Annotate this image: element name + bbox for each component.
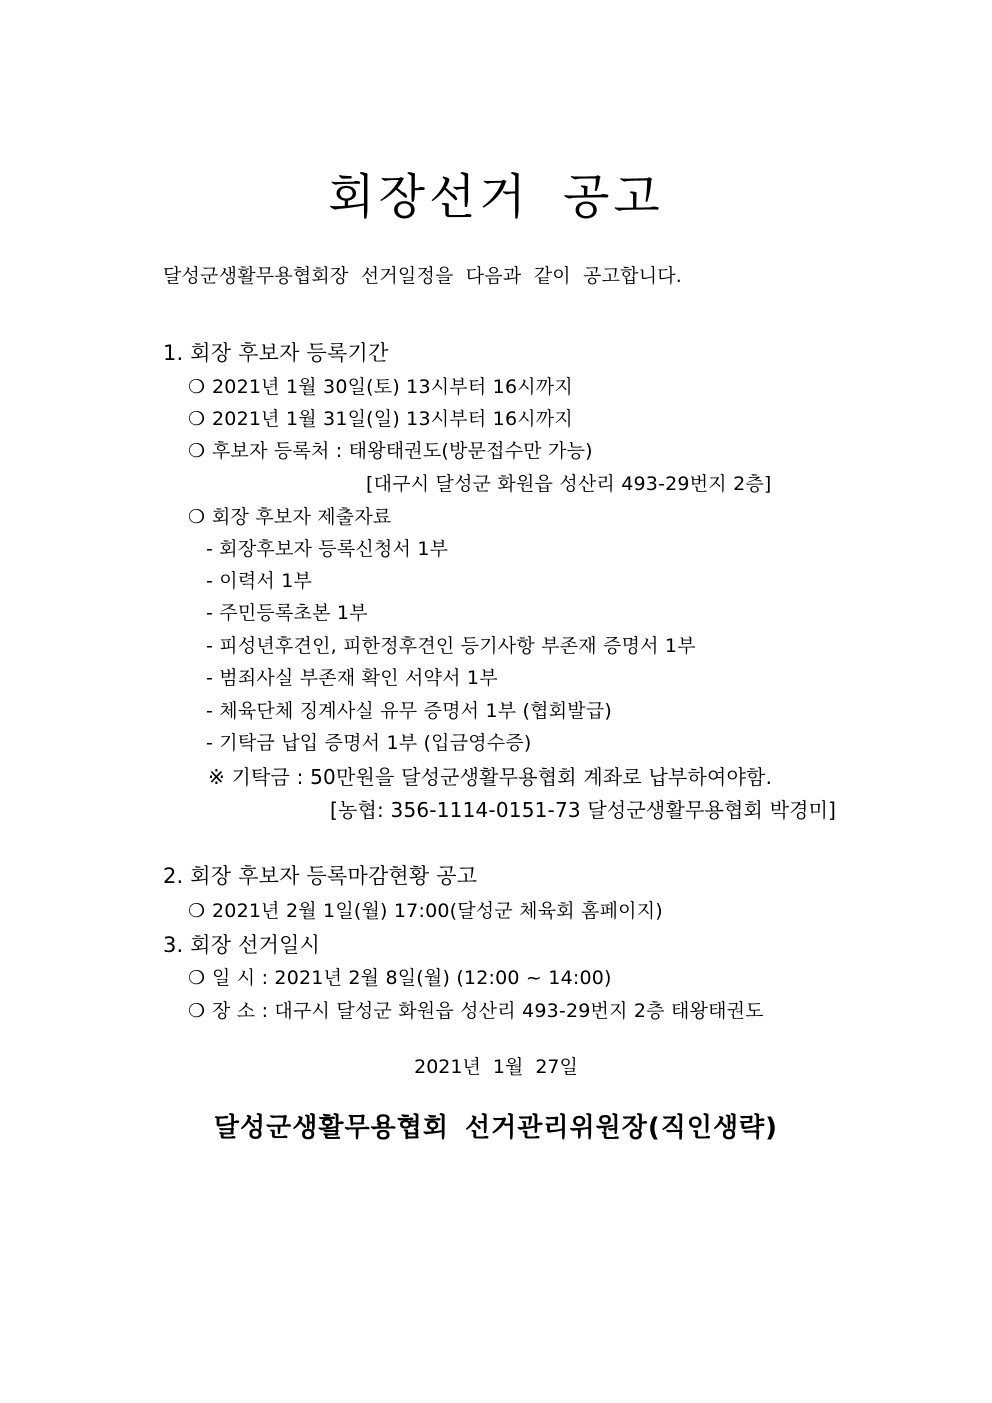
circle-bullet-icon: ❍ <box>188 376 206 398</box>
item-text: 장 소 : 대구시 달성군 화원읍 성산리 493-29번지 2층 태왕태권도 <box>212 1000 764 1022</box>
section-3-heading: 3. 회장 선거일시 <box>163 933 321 957</box>
document-item: - 회장후보자 등록신청서 1부 <box>206 538 449 560</box>
section-1-heading: 1. 회장 후보자 등록기간 <box>163 341 389 365</box>
circle-bullet-icon: ❍ <box>188 900 206 922</box>
document-item: - 체육단체 징계사실 유무 증명서 1부 (협회발급) <box>206 700 612 722</box>
document-item: - 이력서 1부 <box>206 570 313 592</box>
announcement-date: 2021년 1월 27일 <box>414 1056 578 1078</box>
section-3-item-2 <box>188 996 764 1023</box>
page-title: 회장선거 공고 <box>328 169 664 225</box>
document-item: - 피성년후견인, 피한정후견인 등기사항 부존재 증명서 1부 <box>206 635 696 657</box>
section-3-item-1 <box>188 963 612 990</box>
intro-text: 달성군생활무용협회장 선거일정을 다음과 같이 공고합니다. <box>163 265 683 287</box>
bank-account: [농협: 356-1114-0151-73 달성군생활무용협회 박경미] <box>330 798 837 822</box>
section-1-item-5 <box>188 502 391 529</box>
circle-bullet-icon: ❍ <box>188 506 206 528</box>
document-item: - 주민등록초본 1부 <box>206 602 368 624</box>
document-item: - 범죄사실 부존재 확인 서약서 1부 <box>206 667 498 689</box>
item-text: 일 시 : 2021년 2월 8일(월) (12:00 ~ 14:00) <box>212 967 612 989</box>
item-text: 2021년 2월 1일(월) 17:00(달성군 체육회 홈페이지) <box>212 900 663 922</box>
document-item: - 기탁금 납입 증명서 1부 (입금영수증) <box>206 732 532 754</box>
item-text: 2021년 1월 31일(일) 13시부터 16시까지 <box>212 408 573 430</box>
section-1-item-2 <box>188 404 573 431</box>
section-2-heading: 2. 회장 후보자 등록마감현황 공고 <box>163 864 478 888</box>
section-1-item-3 <box>188 436 593 463</box>
item-text: 후보자 등록처 : 태왕태권도(방문접수만 가능) <box>212 440 593 462</box>
circle-bullet-icon: ❍ <box>188 408 206 430</box>
signer-line: 달성군생활무용협회 선거관리위원장(직인생략) <box>213 1113 779 1143</box>
registration-address: [대구시 달성군 화원읍 성산리 493-29번지 2층] <box>366 473 772 495</box>
deposit-note: ※ 기탁금 : 50만원을 달성군생활무용협회 계좌로 납부하여야함. <box>208 765 773 789</box>
circle-bullet-icon: ❍ <box>188 440 206 462</box>
circle-bullet-icon: ❍ <box>188 1000 206 1022</box>
item-text: 회장 후보자 제출자료 <box>212 506 392 528</box>
section-2-item-1 <box>188 896 663 923</box>
section-1-item-1 <box>188 372 573 399</box>
circle-bullet-icon: ❍ <box>188 967 206 989</box>
item-text: 2021년 1월 30일(토) 13시부터 16시까지 <box>212 376 573 398</box>
